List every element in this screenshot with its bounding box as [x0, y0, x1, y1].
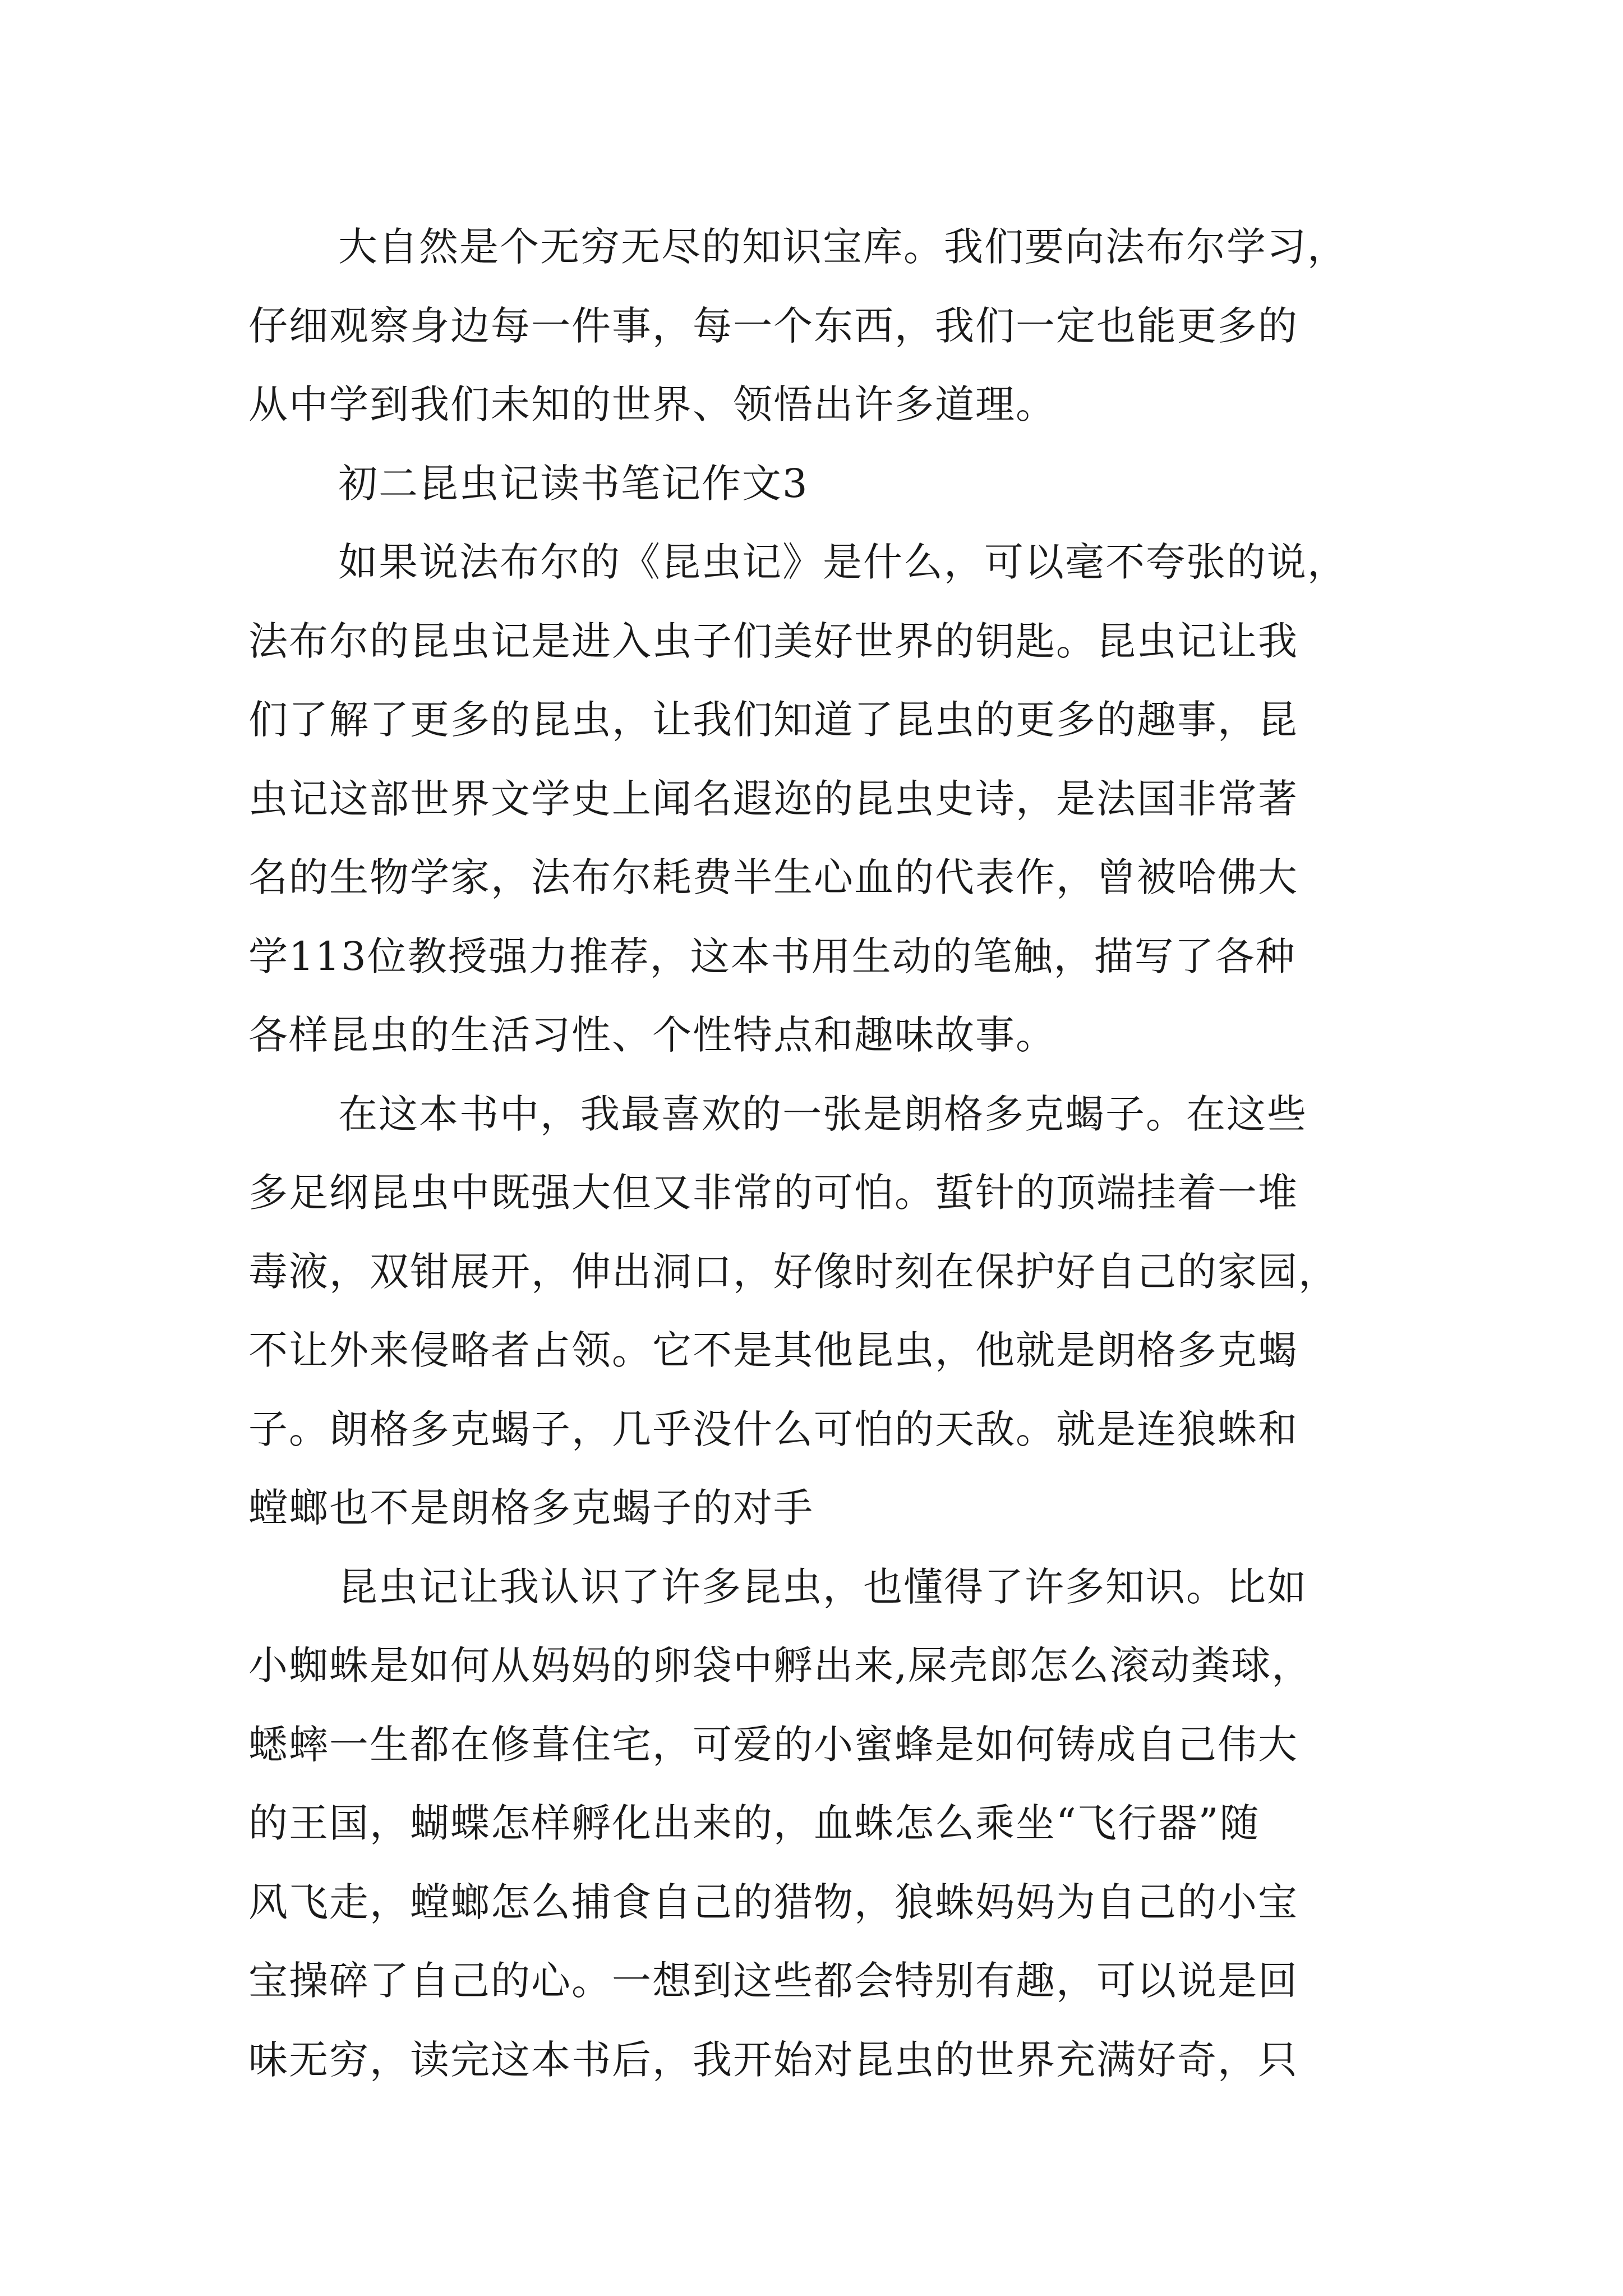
paragraph-4-line-4: 的王国，蝴蝶怎样孵化出来的，血蛛怎么乘坐“飞行器”随	[248, 1800, 1260, 1846]
paragraph-3-line-2: 多足纲昆虫中既强大但又非常的可怕。蜇针的顶端挂着一堆	[248, 1170, 1298, 1216]
paragraph-1-line-1: 大自然是个无穷无尽的知识宝库。我们要向法布尔学习，	[338, 224, 1348, 270]
paragraph-2-line-2: 法布尔的昆虫记是进入虫子们美好世界的钥匙。昆虫记让我	[248, 618, 1298, 664]
paragraph-4-line-3: 蟋蟀一生都在修葺住宅，可爱的小蜜蜂是如何铸成自己伟大	[248, 1721, 1298, 1768]
paragraph-2-line-5: 名的生物学家，法布尔耗费半生心血的代表作，曾被哈佛大	[248, 854, 1298, 900]
paragraph-4-line-6: 宝操碎了自己的心。一想到这些都会特别有趣，可以说是回	[248, 1958, 1298, 2004]
paragraph-4-line-2: 小蜘蛛是如何从妈妈的卵袋中孵出来,屎壳郎怎么滚动粪球，	[248, 1642, 1312, 1688]
paragraph-1-line-2: 仔细观察身边每一件事，每一个东西，我们一定也能更多的	[248, 302, 1298, 349]
document-body	[248, 208, 1381, 2099]
paragraph-3-line-5: 子。朗格多克蝎子，几乎没什么可怕的天敌。就是连狼蛛和	[248, 1406, 1298, 1452]
paragraph-3-line-3: 毒液，双钳展开，伸出洞口，好像时刻在保护好自己的家园，	[248, 1248, 1339, 1295]
paragraph-3-line-4: 不让外来侵略者占领。它不是其他昆虫，他就是朗格多克蝎	[248, 1327, 1298, 1373]
paragraph-4-line-1: 昆虫记让我认识了许多昆虫，也懂得了许多知识。比如	[338, 1563, 1307, 1610]
paragraph-2-line-6: 学113位教授强力推荐，这本书用生动的笔触，描写了各种	[248, 933, 1296, 979]
paragraph-2-line-3: 们了解了更多的昆虫，让我们知道了昆虫的更多的趣事，昆	[248, 697, 1298, 743]
paragraph-1-line-3: 从中学到我们未知的世界、领悟出许多道理。	[248, 381, 1056, 427]
paragraph-2-line-7: 各样昆虫的生活习性、个性特点和趣味故事。	[248, 1012, 1056, 1058]
paragraph-3-line-1: 在这本书中，我最喜欢的一张是朗格多克蝎子。在这些	[338, 1091, 1307, 1137]
paragraph-2-line-1: 如果说法布尔的《昆虫记》是什么，可以毫不夸张的说，	[338, 539, 1348, 585]
section-heading: 初二昆虫记读书笔记作文3	[338, 460, 809, 507]
paragraph-3-line-6: 螳螂也不是朗格多克蝎子的对手	[248, 1485, 814, 1531]
paragraph-4-line-7: 味无穷，读完这本书后，我开始对昆虫的世界充满好奇，只	[248, 2036, 1298, 2083]
paragraph-4-line-5: 风飞走，螳螂怎么捕食自己的猎物，狼蛛妈妈为自己的小宝	[248, 1879, 1298, 1925]
paragraph-2-line-4: 虫记这部世界文学史上闻名遐迩的昆虫史诗，是法国非常著	[248, 775, 1298, 822]
